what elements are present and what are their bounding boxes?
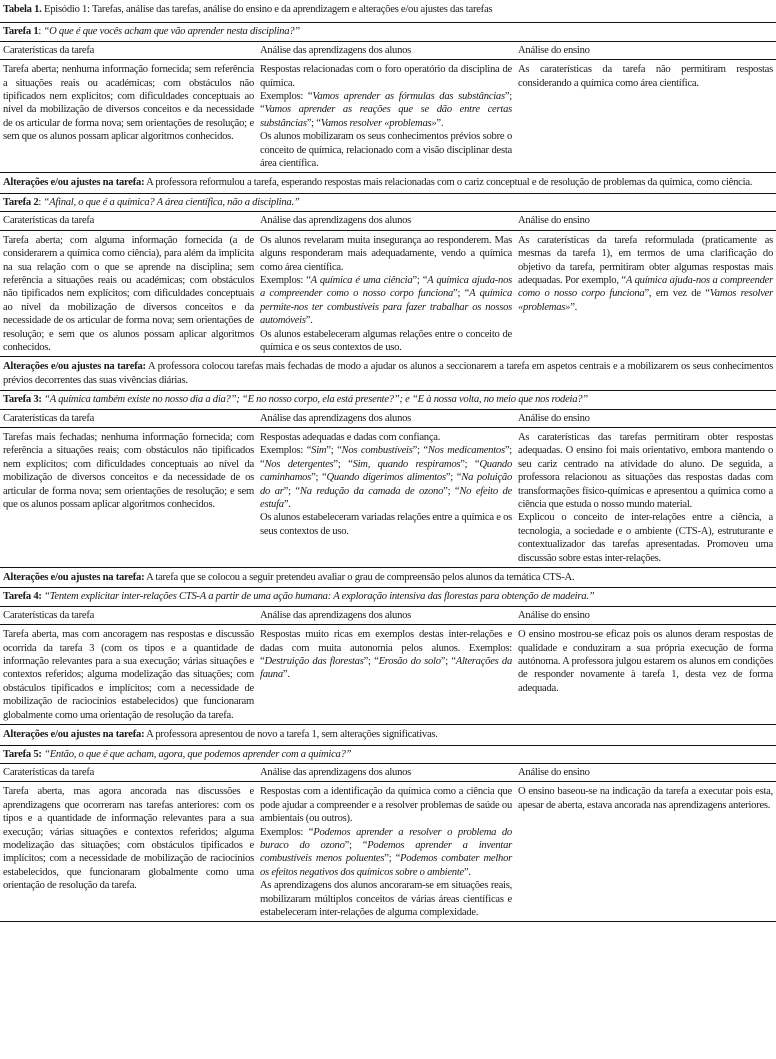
paragraph xyxy=(518,511,773,565)
quoted-example: Alterações da fauna xyxy=(260,656,512,681)
text-run: As caraterísticas da tarefa reformulada (praticamente as mesmas da tarefa 1), em termos de uma clarificação do objetivo da tarefa, permitiram obter algumas respostas mais adequadas. Por exemplo, “ xyxy=(518,234,773,286)
caption-text: Episódio 1: Tarefas, análise das tarefas, análise do ensino e da aprendizagem e alterações e/ou ajustes das tarefas xyxy=(41,4,493,15)
task-question: “A química também existe no nosso dia a dia?”; “E no nosso corpo, ela está presente?”; e “E à nossa volta, no meio que nos rodeia?” xyxy=(44,394,588,406)
column-headers xyxy=(0,410,776,428)
task-title xyxy=(0,587,776,606)
adjustment-row xyxy=(0,172,776,192)
text-run: O ensino baseou-se na indicação da tarefa a executar pois esta, apesar de aberta, estava ancorada nas aprendizagens anteriores. xyxy=(518,786,773,811)
text-run: ”; “ xyxy=(460,458,480,470)
table-caption xyxy=(0,0,776,22)
task-question: “Afinal, o que é a química? A área científica, não a disciplina.” xyxy=(43,196,300,208)
adjustment-row xyxy=(0,356,776,390)
text-run: Tarefas mais fechadas; nenhuma informação fornecida; com referência a situações reais; com obstáculos não tipificados nem explícitos; com dificuldades conceptuais ao nível da mobilização de diversos conceitos e da necessidade de os articular de forma nova; sem orientações de resolução; e sem que os alunos possam aplicar algoritmos conhecidos. xyxy=(3,431,254,510)
paragraph xyxy=(518,63,773,90)
text-run: ”; “ xyxy=(453,288,470,300)
characteristics-cell xyxy=(0,782,257,921)
learning-analysis-cell xyxy=(257,428,515,567)
task-question: “Tentem explicitar inter-relações CTS-A a partir de uma ação humana: A exploração intensiva das florestas para obtenção de madeira.” xyxy=(44,591,595,603)
quoted-example: Destruição das florestas xyxy=(264,656,364,668)
quoted-example: A química é uma ciência xyxy=(310,274,413,286)
paragraph xyxy=(260,444,512,511)
adjustment-text: A professora colocou tarefas mais fechadas de modo a ajudar os alunos a seccionarem a tarefa em aspetos centrais e a mobilizarem os seus conhecimentos prévios decorrentes das suas vivências diárias. xyxy=(3,361,773,386)
column-header: Caraterísticas da tarefa xyxy=(3,215,95,227)
column-header: Análise do ensino xyxy=(518,215,590,227)
task-row xyxy=(0,782,776,921)
adjustment-label: Alterações e/ou ajustes na tarefa: xyxy=(3,729,145,741)
paragraph xyxy=(260,879,512,919)
learning-analysis-cell xyxy=(257,782,515,921)
quoted-example: Podemos combater melhor os efeitos negativos dos químicos sobre o ambiente xyxy=(260,853,512,878)
task-label-separator: : xyxy=(38,196,44,208)
text-run: Os alunos estabeleceram algumas relações entre o conceito de química e os seus contextos de uso. xyxy=(260,328,512,353)
text-run: ”, em vez de “ xyxy=(644,288,710,300)
quoted-example: Erosão do solo xyxy=(378,656,441,668)
column-header: Análise do ensino xyxy=(518,44,590,56)
column-header: Análise das aprendizagens dos alunos xyxy=(260,44,412,56)
task-row xyxy=(0,625,776,724)
text-run: ”; “ xyxy=(344,839,368,851)
adjustment-text: A professora apresentou de novo a tarefa 1, sem alterações significativas. xyxy=(144,729,438,741)
text-run: Respostas relacionadas com o foro operatório da disciplina de química. xyxy=(260,64,512,89)
task-row xyxy=(0,428,776,567)
text-run: ”; “ xyxy=(306,117,321,129)
quoted-example: A química ajuda-nos a compreender como o nosso corpo funciona xyxy=(518,274,773,300)
paragraph xyxy=(3,431,254,511)
characteristics-cell xyxy=(0,60,257,172)
adjustment-label: Alterações e/ou ajustes na tarefa: xyxy=(3,361,146,373)
quoted-example: Podemos aprender a resolver o problema do buraco do ozono xyxy=(260,826,512,851)
paragraph xyxy=(3,785,254,892)
text-run: Tarefa aberta; nenhuma informação fornecida; sem referência a situações reais ou académicas; com obstáculos não tipificados nem explícitos; com dificuldades conceptuais ao nível da mobilização de diversos conceitos e da necessidade de os articular de forma nova; sem orientações de resolução; e sem que os alunos possam aplicar algoritmos conhecidos. xyxy=(3,64,254,143)
teaching-analysis-cell xyxy=(515,231,776,357)
text-run: Respostas com a identificação da química como a ciência que pode ajudar a compreender e a resolver problemas de saúde ou ambientais (ou outros). xyxy=(260,786,512,825)
text-run: Respostas adequadas e dadas com confiança. xyxy=(260,431,441,443)
quoted-example: Nos detergentes xyxy=(264,458,334,470)
adjustment-label: Alterações e/ou ajustes na tarefa: xyxy=(3,572,145,584)
task-label: Tarefa 5: xyxy=(3,748,42,760)
column-header: Análise do ensino xyxy=(518,766,590,778)
text-run: As aprendizagens dos alunos ancoraram-se em situações reais, mobilizaram múltiplos conceitos de várias áreas científicas e estabeleceram inter-relações de alguma complexidade. xyxy=(260,880,512,918)
paragraph xyxy=(260,431,512,444)
text-run: ”; “ xyxy=(260,91,512,116)
text-run: Os alunos estabeleceram variadas relações entre a química e os seus contextos de uso. xyxy=(260,512,512,537)
adjustment-row xyxy=(0,567,776,587)
text-run: Exemplos: “ xyxy=(260,274,311,286)
text-run: Respostas muito ricas em exemplos destas inter-relações e dadas com muita autonomia pelos alunos. Exemplos: “ xyxy=(260,629,512,668)
task-label: Tarefa 2 xyxy=(3,196,39,208)
text-run: Tarefa aberta; com alguma informação fornecida (a de considerarem a química como ciência), para além da implícita na sua relação com o que se aprende na disciplina; sem referência a situações reais ou académicas; com obstáculos não tipificados nem explícitos; com dificuldades conceptuais ao nível da mobilização de diversos conceitos e da necessidade de os articular de forma nova; sem orientações de resolução; e sem que os alunos possam aplicar algoritmos conhecidos. xyxy=(3,234,254,353)
quoted-example: Nos medicamentos xyxy=(427,445,505,457)
teaching-analysis-cell xyxy=(515,625,776,724)
text-run: ”; “ xyxy=(363,656,379,668)
text-run: Tarefa aberta, mas com ancoragem nas respostas e discussão ocorrida da tarefa 3 (com os tipos e a quantidade de informação relevantes para a sua execução; várias situações e contextos referidos; alguma modelização das situações; com obstáculos tipificados e implícitos; com a necessidade de mobilização de raciocínios estabelecidos) que funcionaram globalmente como uma orientação de resolução da tarefa. xyxy=(3,629,254,721)
task-label: Tarefa 4: xyxy=(3,591,42,603)
text-run: ”; “ xyxy=(412,445,428,457)
quoted-example: No efeito de estufa xyxy=(260,485,512,510)
column-header: Análise do ensino xyxy=(518,609,590,621)
text-run: ”. xyxy=(463,866,471,878)
text-run: O ensino mostrou-se eficaz pois os alunos deram respostas de qualidade e conduziram a sua própria execução de forma autónoma. A professora julgou estarem os alunos em condições de responder novamente à tarefa 1, desta vez de forma adequada. xyxy=(518,629,773,694)
quoted-example: Quando caminhamos xyxy=(260,458,513,484)
episode-table xyxy=(0,22,776,922)
text-run: ”. xyxy=(436,117,444,129)
column-header: Análise das aprendizagens dos alunos xyxy=(260,412,412,424)
paragraph xyxy=(3,628,254,722)
task-label: Tarefa 3: xyxy=(3,394,42,406)
quoted-example: Vamos aprender as fórmulas das substâncias xyxy=(312,91,505,103)
paragraph xyxy=(260,328,512,355)
column-header: Caraterísticas da tarefa xyxy=(3,44,95,56)
paragraph xyxy=(518,628,773,695)
teaching-analysis-cell xyxy=(515,782,776,921)
quoted-example: Vamos aprender as reações que se dão entre certas substâncias xyxy=(260,104,512,129)
column-header: Análise das aprendizagens dos alunos xyxy=(260,766,412,778)
adjustment-text: A professora reformulou a tarefa, esperando respostas mais relacionadas com o cariz conceptual e de resolução de problemas da química, como ciência. xyxy=(144,177,753,189)
text-run: ”; “ xyxy=(445,472,462,484)
paragraph xyxy=(260,511,512,538)
caption-label: Tabela 1. xyxy=(3,4,42,15)
quoted-example: Na redução da camada de ozono xyxy=(299,485,444,497)
paragraph xyxy=(3,234,254,355)
paragraph xyxy=(260,130,512,170)
column-header: Análise do ensino xyxy=(518,412,590,424)
column-header: Caraterísticas da tarefa xyxy=(3,412,95,424)
text-run: Exemplos: “ xyxy=(260,91,313,103)
task-label: Tarefa 1 xyxy=(3,26,39,38)
column-header: Caraterísticas da tarefa xyxy=(3,766,95,778)
adjustment-row xyxy=(0,724,776,744)
task-row xyxy=(0,231,776,357)
quoted-example: A química ajuda-nos a compreender como o nosso corpo funciona xyxy=(260,274,512,300)
text-run: Exemplos: “ xyxy=(260,826,314,838)
learning-analysis-cell xyxy=(257,625,515,724)
text-run: ”; “ xyxy=(311,472,327,484)
text-run: Tarefa aberta, mas agora ancorada nas discussões e aprendizagens que ocorreram nas tarefas anteriores: com os tipos e a quantidade de informação relevantes para a sua execução; várias situações e contextos referidos; alguma modelização das situações; com obstáculos tipificados e implícitos; com a necessidade de mobilização de raciocínios estabelecidos, que funcionaram globalmente como uma orientação de resolução da tarefa. xyxy=(3,786,254,892)
column-headers xyxy=(0,42,776,60)
task-label-separator: : xyxy=(38,26,44,38)
quoted-example: Podemos aprender a inventar combustíveis menos poluentes xyxy=(260,839,513,865)
adjustment-text: A tarefa que se colocou a seguir pretendeu avaliar o grau de compreensão pelos alunos da temática CTS-A. xyxy=(144,572,575,584)
learning-analysis-cell xyxy=(257,60,515,172)
column-headers xyxy=(0,212,776,230)
text-run: ”. xyxy=(570,301,578,313)
text-run: ”; “ xyxy=(384,853,401,865)
text-run: ”. xyxy=(282,669,290,681)
paragraph xyxy=(260,90,512,130)
quoted-example: Sim xyxy=(311,445,327,457)
paragraph xyxy=(518,785,773,812)
paragraph xyxy=(260,785,512,825)
column-headers xyxy=(0,764,776,782)
column-headers xyxy=(0,607,776,625)
task-title xyxy=(0,22,776,41)
text-run: ”; “ xyxy=(326,445,342,457)
quoted-example: Na poluição do ar xyxy=(260,472,512,497)
paragraph xyxy=(260,274,512,328)
quoted-example: Vamos resolver «problemas» xyxy=(518,288,773,313)
text-run: ”. xyxy=(305,315,313,327)
column-header: Caraterísticas da tarefa xyxy=(3,609,95,621)
characteristics-cell xyxy=(0,428,257,567)
task-question: “Então, o que é que acham, agora, que podemos aprender com a química?” xyxy=(44,748,352,760)
task-question: “O que é que vocês acham que vão aprender nesta disciplina?” xyxy=(43,26,300,38)
text-run: As caraterísticas da tarefa não permitiram respostas considerando a química como área científica. xyxy=(518,64,773,89)
quoted-example: Vamos resolver «problemas» xyxy=(320,117,437,129)
text-run: ”; “ xyxy=(412,274,428,286)
teaching-analysis-cell xyxy=(515,60,776,172)
quoted-example: A química permite-nos ter combustíveis para fazer trabalhar os nossos automóveis xyxy=(260,288,513,327)
text-run: Os alunos mobilizaram os seus conhecimentos prévios sobre o conceito de química, relacionado com a visão disciplinar desta área científica. xyxy=(260,131,512,170)
task-title xyxy=(0,193,776,212)
adjustment-label: Alterações e/ou ajustes na tarefa: xyxy=(3,177,145,189)
paragraph xyxy=(260,234,512,274)
paragraph xyxy=(260,628,512,682)
quoted-example: Sim, quando respiramos xyxy=(352,458,461,470)
text-run: ”; “ xyxy=(283,485,300,497)
text-run: ”; “ xyxy=(440,656,456,668)
text-run: Os alunos revelaram muita insegurança ao responderem. Mas alguns responderam mais adequadamente, vendo a química como área científica. xyxy=(260,234,512,273)
paragraph xyxy=(518,234,773,314)
characteristics-cell xyxy=(0,231,257,357)
paragraph xyxy=(518,431,773,511)
teaching-analysis-cell xyxy=(515,428,776,567)
task-row xyxy=(0,60,776,172)
learning-analysis-cell xyxy=(257,231,515,357)
quoted-example: Nos combustíveis xyxy=(341,445,413,457)
paragraph xyxy=(3,63,254,143)
quoted-example: Quando digerimos alimentos xyxy=(326,472,446,484)
paragraph xyxy=(260,826,512,880)
characteristics-cell xyxy=(0,625,257,724)
text-run: Exemplos: “ xyxy=(260,445,312,457)
text-run: ”. xyxy=(283,499,291,510)
column-header: Análise das aprendizagens dos alunos xyxy=(260,609,412,621)
text-run: ”; “ xyxy=(333,458,353,470)
text-run: ”; “ xyxy=(260,445,512,470)
paragraph xyxy=(260,63,512,90)
text-run: ”; “ xyxy=(443,485,460,497)
column-header: Análise das aprendizagens dos alunos xyxy=(260,215,412,227)
text-run: Explicou o conceito de inter-relações entre a ciência, a tecnologia, a sociedade e o ambiente (CTS-A), estruturante e contextualizador das tarefas apresentadas. Promoveu uma discussão sobre estas inter-relações. xyxy=(518,512,773,564)
task-title xyxy=(0,390,776,409)
text-run: As caraterísticas das tarefas permitiram obter respostas adequadas. O ensino foi mais orientativo, embora mantendo o seu cariz centrado na atividade do aluno. De seguida, a professora relacionou as situações das respostas dadas com transformações físico-químicas e apresentou a química como a ciência que estuda o nosso mundo material. xyxy=(518,431,773,510)
task-title xyxy=(0,745,776,764)
